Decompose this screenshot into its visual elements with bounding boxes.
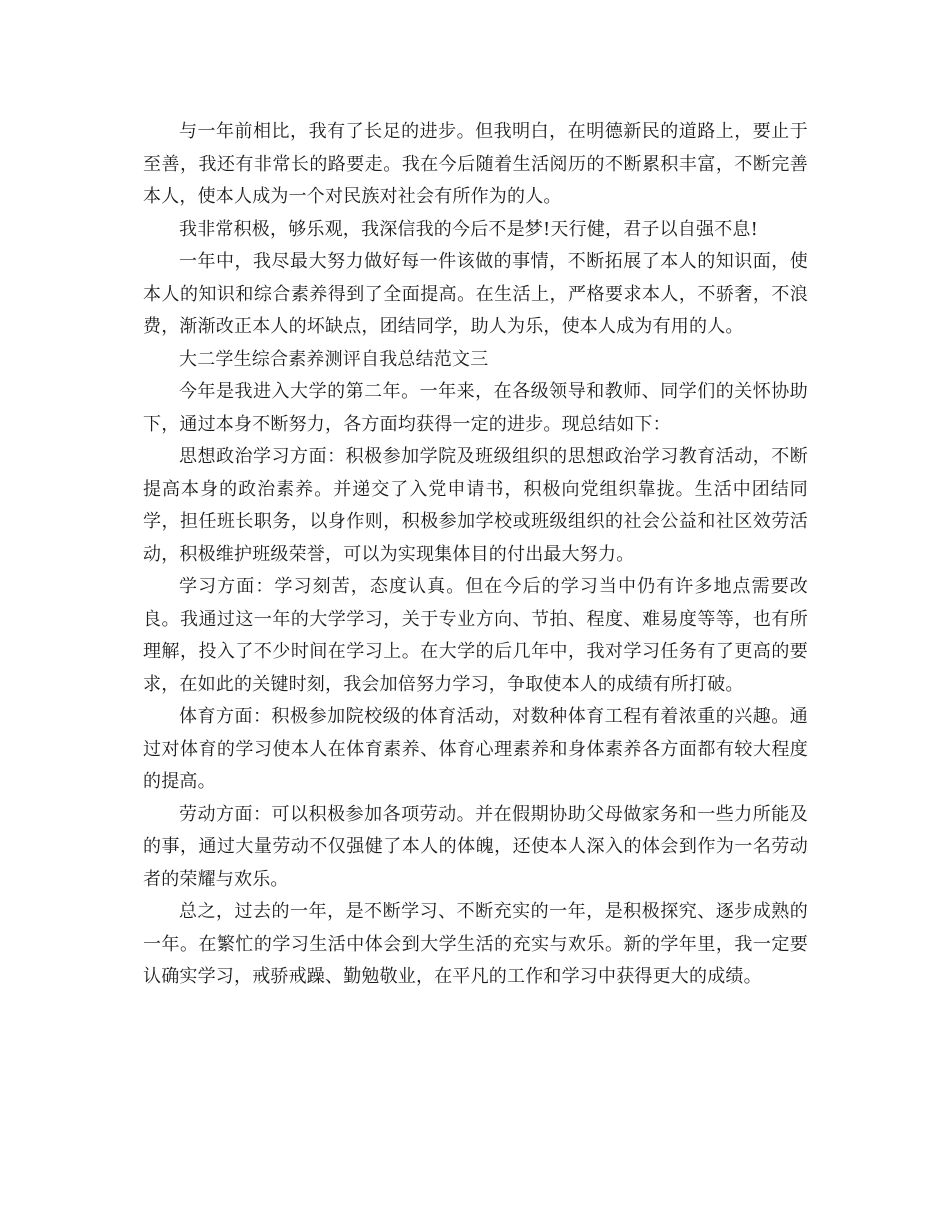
paragraph: 总之，过去的一年，是不断学习、不断充实的一年，是积极探究、逐步成熟的一年。在繁忙的学习生活中体会到大学生活的充实与欢乐。新的学年里，我一定要认确实学习，戒骄戒躁、勤勉敬业，在平凡的工作和学习中获得更大的成绩。 [143, 901, 808, 987]
paragraph: 今年是我进入大学的第二年。一年来，在各级领导和教师、同学们的关怀协助下，通过本身不断努力，各方面均获得一定的进步。现总结如下： [143, 381, 808, 435]
section-heading: 大二学生综合素养测评自我总结范文三 [179, 348, 489, 370]
paragraph: 我非常积极，够乐观，我深信我的今后不是梦!天行健，君子以自强不息! [179, 218, 759, 240]
paragraph: 学习方面：学习刻苦，态度认真。但在今后的学习当中仍有许多地点需要改良。我通过这一年的大学学习，关于专业方向、节拍、程度、难易度等等，也有所理解，投入了不少时间在学习上。在大学的后几年中，我对学习任务有了更高的要求，在如此的关键时刻，我会加倍努力学习，争取使本人的成绩有所打破。 [143, 576, 808, 695]
paragraph: 与一年前相比，我有了长足的进步。但我明白，在明德新民的道路上，要止于至善，我还有非常长的路要走。我在今后随着生活阅历的不断累积丰富，不断完善本人，使本人成为一个对民族对社会有所作为的人。 [143, 121, 808, 207]
paragraph: 一年中，我尽最大努力做好每一件该做的事情，不断拓展了本人的知识面，使本人的知识和综合素养得到了全面提高。在生活上，严格要求本人，不骄奢，不浪费，渐渐改正本人的坏缺点，团结同学，助人为乐，使本人成为有用的人。 [143, 251, 808, 337]
paragraph: 体育方面：积极参加院校级的体育活动，对数种体育工程有着浓重的兴趣。通过对体育的学习使本人在体育素养、体育心理素养和身体素养各方面都有较大程度的提高。 [143, 706, 808, 792]
paragraph: 思想政治学习方面：积极参加学院及班级组织的思想政治学习教育活动，不断提高本身的政治素养。并递交了入党申请书，积极向党组织靠拢。生活中团结同学，担任班长职务，以身作则，积极参加学校或班级组织的社会公益和社区效劳活动，积极维护班级荣誉，可以为实现集体目的付出最大努力。 [143, 446, 808, 565]
document-body [143, 116, 808, 994]
paragraph: 劳动方面：可以积极参加各项劳动。并在假期协助父母做家务和一些力所能及的事，通过大量劳动不仅强健了本人的体魄，还使本人深入的体会到作为一名劳动者的荣耀与欢乐。 [143, 803, 808, 890]
